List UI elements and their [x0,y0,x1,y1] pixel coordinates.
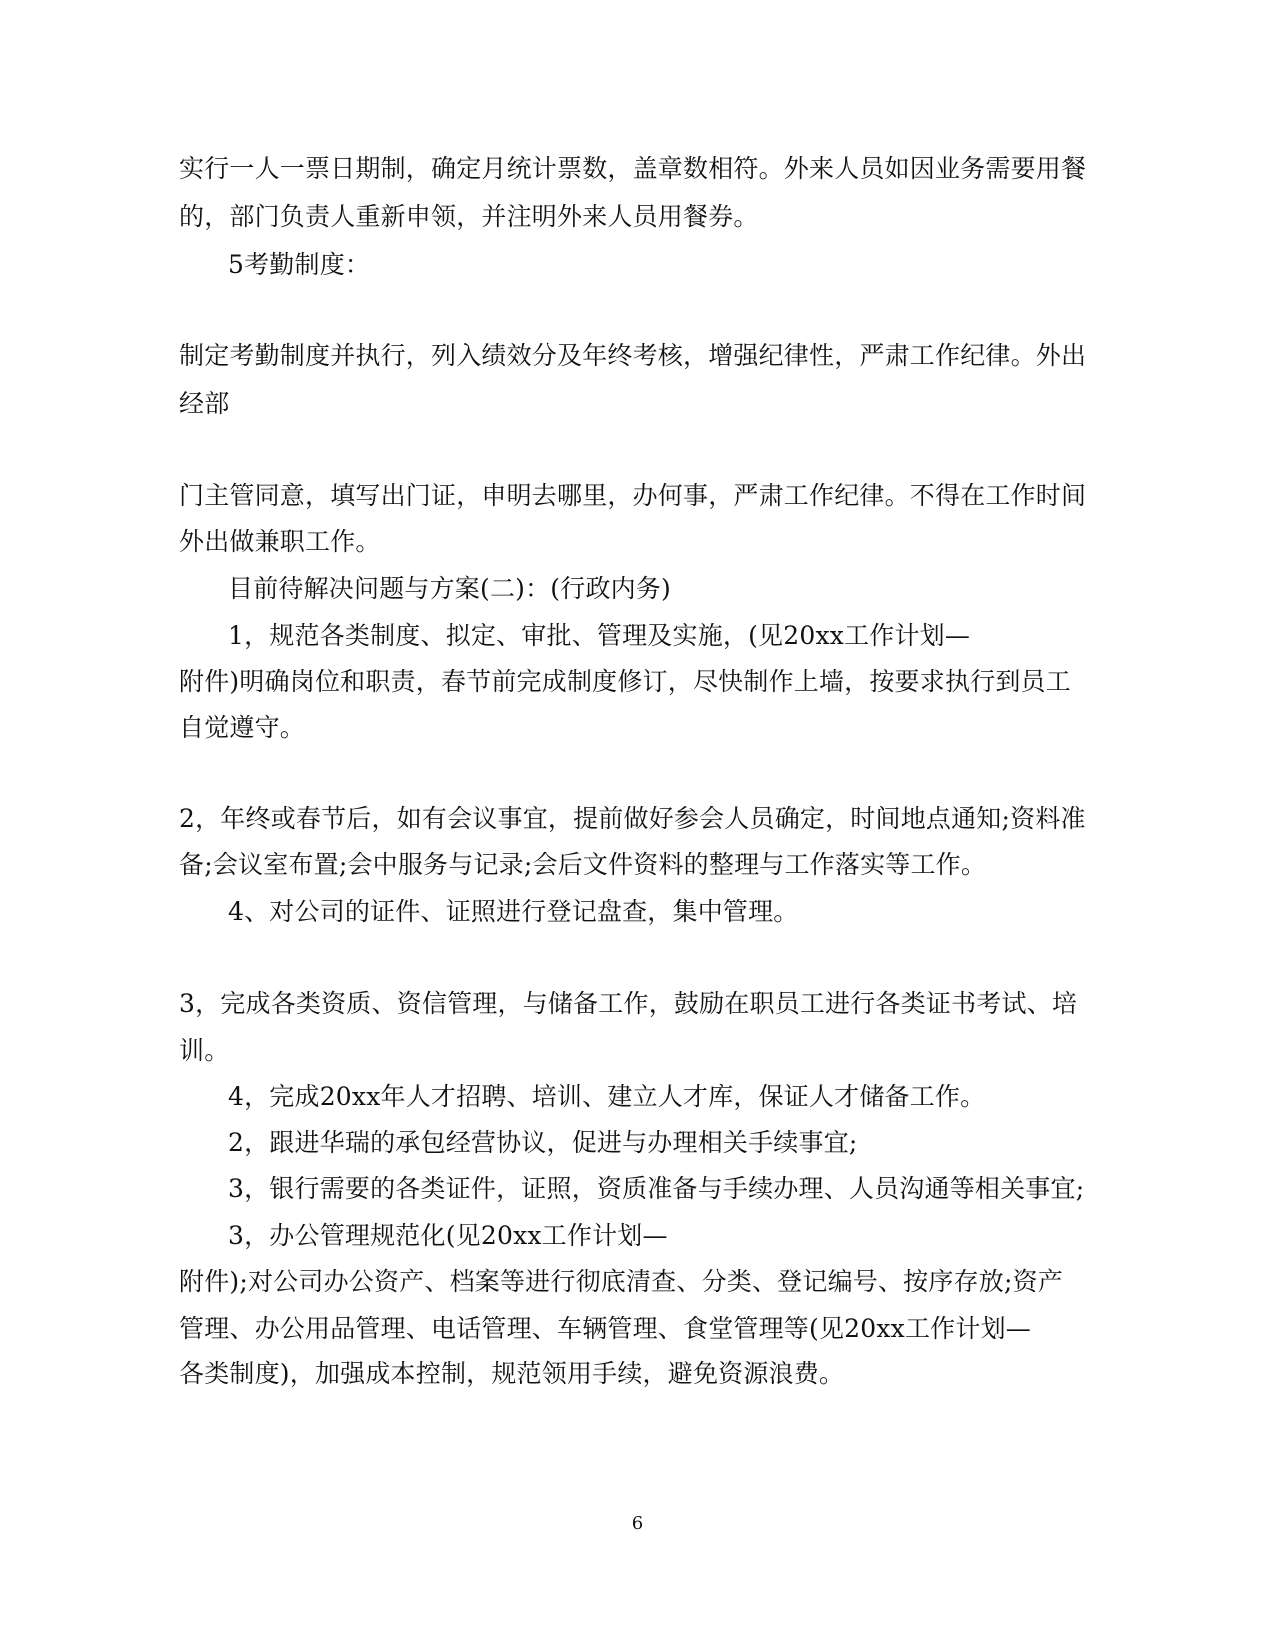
page-number: 6 [631,1513,644,1534]
text-line: 4、对公司的证件、证照进行登记盘查，集中管理。 [228,897,799,926]
text-line: 附件);对公司办公资产、档案等进行彻底清查、分类、登记编号、按序存放;资产 [179,1267,1064,1296]
text-line: 附件)明确岗位和职责，春节前完成制度修订，尽快制作上墙，按要求执行到员工 [179,667,1071,696]
text-line: 1，规范各类制度、拟定、审批、管理及实施，(见20xx工作计划— [228,621,971,650]
text-line: 3，银行需要的各类证件，证照，资质准备与手续办理、人员沟通等相关事宜; [228,1174,1085,1203]
text-line: 自觉遵守。 [179,713,306,742]
text-line: 管理、办公用品管理、电话管理、车辆管理、食堂管理等(见20xx工作计划— [179,1314,1031,1343]
text-line: 外出做兼职工作。 [179,527,381,556]
text-line: 各类制度)，加强成本控制，规范领用手续，避免资源浪费。 [179,1359,845,1388]
text-line: 训。 [179,1036,230,1065]
text-line: 2，跟进华瑞的承包经营协议，促进与办理相关手续事宜; [228,1128,858,1157]
text-line: 制定考勤制度并执行，列入绩效分及年终考核，增强纪律性，严肃工作纪律。外出 [179,341,1087,370]
text-line: 3，办公管理规范化(见20xx工作计划— [228,1221,668,1250]
text-line: 3，完成各类资质、资信管理，与储备工作，鼓励在职员工进行各类证书考试、培 [179,989,1078,1018]
section-heading: 目前待解决问题与方案(二)：(行政内务) [228,574,672,603]
text-line: 的，部门负责人重新申领，并注明外来人员用餐券。 [179,202,759,231]
text-line: 经部 [179,389,230,418]
text-line: 门主管同意，填写出门证，申明去哪里，办何事，严肃工作纪律。不得在工作时间 [179,481,1087,510]
text-line: 实行一人一票日期制，确定月统计票数，盖章数相符。外来人员如因业务需要用餐 [179,154,1087,183]
text-line: 2，年终或春节后，如有会议事宜，提前做好参会人员确定，时间地点通知;资料准 [179,804,1086,833]
text-line: 备;会议室布置;会中服务与记录;会后文件资料的整理与工作落实等工作。 [179,850,987,879]
text-line: 4，完成20xx年人才招聘、培训、建立人才库，保证人才储备工作。 [228,1082,986,1111]
section-heading: 5考勤制度： [228,250,371,279]
